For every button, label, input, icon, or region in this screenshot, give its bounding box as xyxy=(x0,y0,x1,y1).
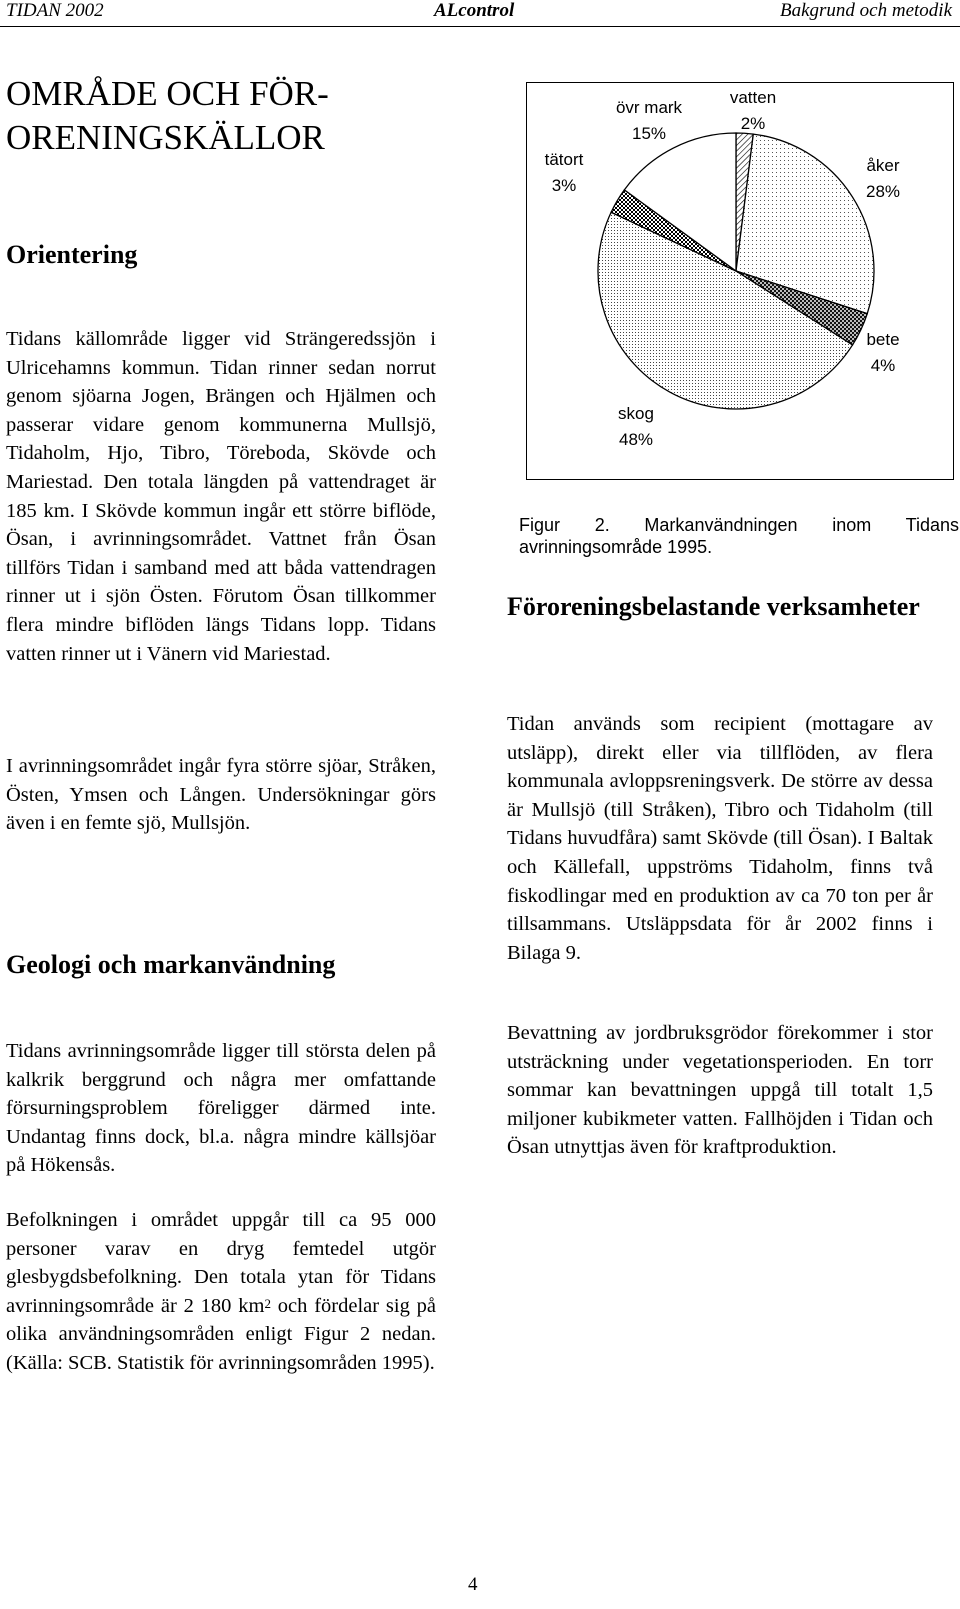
paragraph-geologi-2-text-a: Befolkningen i området uppgår till ca 95 000 personer varav en dryg femtedel utgör glesbygdsbefolkning. Den totala ytan för Tidans avrinningsområde är 2 180 km xyxy=(6,1209,436,1317)
paragraph-orientering-1: Tidans källområde ligger vid Strängeredssjön i Ulricehamns kommun. Tidan rinner sedan norrut genom sjöarna Jogen, Brängen och Hjälmen och passerar vidare genom kommunerna Mullsjö, Tidaholm, Hjo, Tibro, Töreboda, Skövde och Mariestad. Den totala längden på vattendraget är 185 km. I Skövde kommun ingår ett större biflöde, Ösan, i avrinningsområdet. Vattnet från Ösan tillförs Tidan i samband med att båda vattendragen rinner ut i sjön Östen. Förutom Ösan tillkommer flera mindre biflöden längs Tidans lopp. Tidans vatten rinner ut i Vänern vid Mariestad. xyxy=(6,328,436,665)
header-right: Bakgrund och metodik xyxy=(779,0,952,21)
paragraph-fororening-2: Bevattning av jordbruksgrödor förekommer i stor utsträckning under vegetationsperioden. En torr sommar kan bevattningen uppgå till totalt 1,5 miljoner kubikmeter vatten. Fallhöjden i Tidan och Ösan utnyttjas även för kraftproduktion. xyxy=(507,1022,933,1159)
pie-value-åker: 28% xyxy=(865,182,901,201)
running-header xyxy=(0,0,960,24)
page-title: OMRÅDE OCH FÖR-ORENINGSKÄLLOR xyxy=(6,74,329,157)
heading-fororening: Föroreningsbelastande verksamheter xyxy=(507,592,920,621)
pie-label-tätort: tätort xyxy=(544,150,584,169)
paragraph-geologi-2-text-b: och fördelar sig på olika användningsområden enligt Figur 2 nedan. (Källa: SCB. Statistik för avrinningsområden 1995). xyxy=(6,1294,437,1374)
pie-label-skog: skog xyxy=(618,404,654,423)
header-left: TIDAN 2002 xyxy=(6,0,104,21)
header-center: ALcontrol xyxy=(434,0,515,21)
heading-orientering: Orientering xyxy=(6,240,138,269)
paragraph-orientering-2: I avrinningsområdet ingår fyra större sjöar, Stråken, Östen, Ymsen och Lången. Undersökningar görs även i en femte sjö, Mullsjön. xyxy=(6,755,436,835)
figure-pie-chart xyxy=(526,82,954,480)
page-number: 4 xyxy=(468,1574,478,1595)
pie-value-övr-mark: 15% xyxy=(631,124,667,143)
pie-chart-svg xyxy=(527,83,955,481)
header-rule xyxy=(0,26,960,27)
pie-value-tätort: 3% xyxy=(551,176,577,195)
pie-label-övr-mark: övr mark xyxy=(615,98,683,117)
pie-value-vatten: 2% xyxy=(740,114,766,133)
pie-label-vatten: vatten xyxy=(729,88,777,107)
paragraph-geologi-1: Tidans avrinningsområde ligger till största delen på kalkrik berggrund och några mer omfattande försurningsproblem föreligger därmed inte. Undantag finns dock, bl.a. några mindre källsjöar på Hökensås. xyxy=(6,1040,436,1177)
paragraph-geologi-2 xyxy=(6,1206,436,1378)
paragraph-fororening-1: Tidan används som recipient (mottagare av utsläpp), direkt eller via tillflöden, av flera kommunala avloppsreningsverk. De större av dessa är Mullsjö (till Stråken), Tibro och Tidaholm (till Tidans huvudfåra) samt Skövde (till Ösan). I Baltak och Källefall, uppströms Tidaholm, finns två fiskodlingar med en produktion av ca 70 ton per år tillsammans. Utsläppsdata för år 2002 finns i Bilaga 9. xyxy=(507,713,933,964)
pie-label-åker: åker xyxy=(866,156,900,175)
figure-caption: Figur 2. Markanvändningen inom Tidans avrinningsområde 1995. xyxy=(519,515,959,557)
superscript-2: 2 xyxy=(264,1295,271,1311)
pie-value-bete: 4% xyxy=(870,356,896,375)
heading-geologi: Geologi och markanvändning xyxy=(6,950,336,979)
pie-value-skog: 48% xyxy=(618,430,654,449)
pie-label-bete: bete xyxy=(866,330,900,349)
